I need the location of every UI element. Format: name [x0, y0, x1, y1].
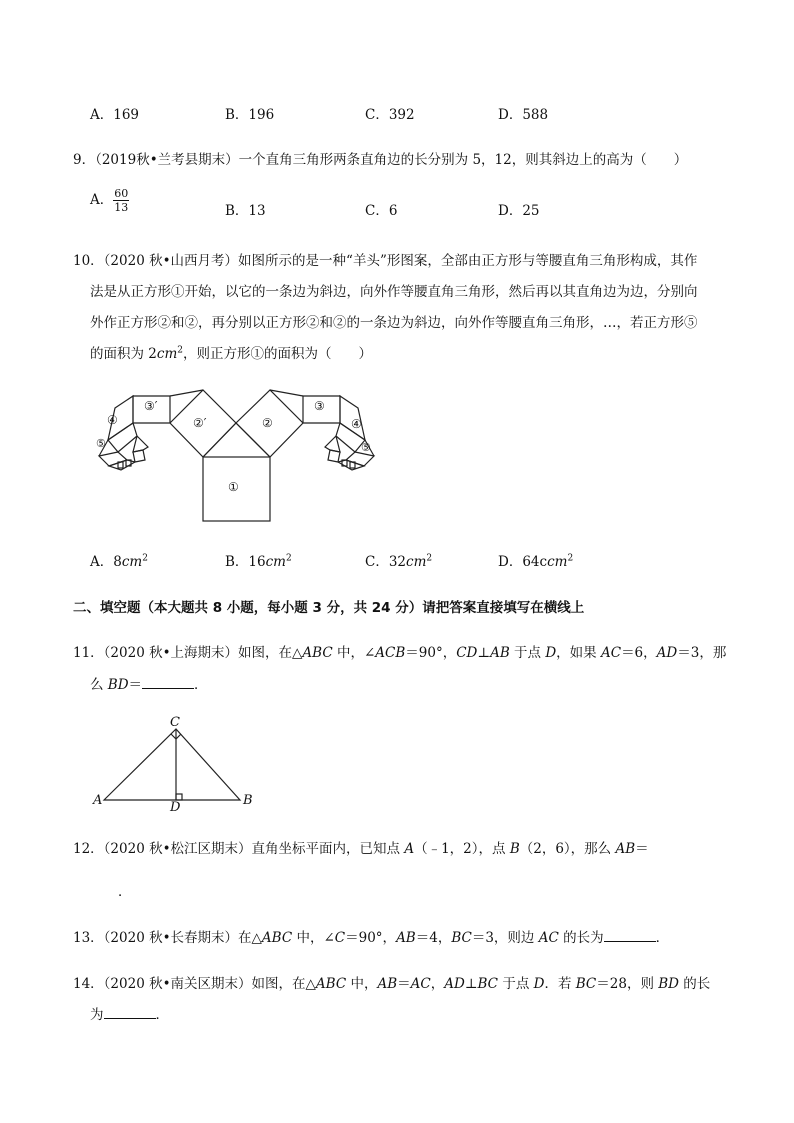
central-triangle: [203, 423, 270, 457]
q13-text: 13．（2020 秋•长春期末）在△: [73, 930, 262, 946]
q14-text: ＝28，则: [596, 976, 659, 992]
perp-symbol: ⊥: [477, 645, 491, 661]
superscript: 2: [567, 553, 574, 564]
math-var: BC: [451, 930, 472, 946]
q12-text: （﹣1，2），点: [414, 841, 510, 857]
q9-option-a-label: A．: [90, 192, 114, 208]
label-3: ③: [314, 399, 325, 413]
q14-text: ．: [155, 1007, 169, 1023]
q8-option-d: D．588: [498, 107, 549, 123]
q10-circle-1: ①: [171, 284, 185, 300]
q14-text: ＝: [397, 976, 411, 992]
q8-option-c: C．392: [365, 107, 415, 123]
superscript: 2: [426, 553, 433, 564]
q10-text: ，则正方形: [183, 346, 251, 362]
q11-text: ＝90°，: [405, 645, 457, 661]
q11-text: 中，∠: [332, 645, 376, 661]
math-var: BC: [575, 976, 597, 992]
q11-line-1: [73, 641, 726, 661]
label-5-right: ⑤: [361, 441, 371, 454]
q10-line-1: 10．（2020 秋•山西月考）如图所示的是一种“羊头”形图案，全部由正方形与等腰直角三角形构成，其作: [73, 253, 698, 269]
q14-text: 中，: [346, 976, 378, 992]
q9-fraction-num: 60: [114, 187, 129, 200]
option-label: D．64c: [498, 554, 548, 570]
q14-text: 为: [90, 1007, 104, 1023]
q13-text: ．: [655, 930, 670, 946]
q10-circle-2: ②: [157, 315, 171, 331]
unit: cm: [265, 554, 286, 570]
math-var: AC: [538, 930, 559, 946]
q14-text: ．若: [544, 976, 576, 992]
q10-option-c: [365, 550, 432, 570]
q12-line-1: [73, 837, 649, 857]
math-var: AD: [444, 976, 465, 992]
section-heading: 二、填空题（本大题共 8 小题，每小题 3 分，共 24 分）请把答案直接填写在横线上: [73, 600, 585, 616]
label-3-prime: ③′: [144, 399, 158, 413]
q9-option-a: [90, 187, 129, 214]
math-var: ABC: [302, 645, 333, 661]
q13-text: ＝3，则边: [471, 930, 539, 946]
q14-line-1: [73, 972, 710, 992]
q11-text: ＝6，: [621, 645, 657, 661]
q14-text: 的长: [679, 976, 711, 992]
q10-option-b: [225, 550, 292, 570]
q10-line-4: [90, 342, 372, 362]
q11-text: ．: [194, 677, 208, 693]
q13-text: 的长为: [558, 930, 604, 946]
math-var: AD: [656, 645, 678, 661]
q10-circle-1: ①: [250, 346, 264, 362]
option-label: B．16: [225, 554, 266, 570]
vertex-c: C: [170, 715, 180, 730]
q10-circle-2: ②: [306, 315, 320, 331]
math-var: BC: [477, 976, 499, 992]
math-var: D: [545, 645, 557, 661]
q11-text: 于点: [509, 645, 546, 661]
superscript: 2: [285, 553, 292, 564]
q8-option-a: A．169: [90, 107, 140, 123]
q10-text: 和: [319, 315, 333, 331]
q10-circle-2: ②: [184, 315, 198, 331]
q14-text: ，: [430, 976, 445, 992]
q11-text: ＝3，那: [677, 645, 727, 661]
math-var: AB: [396, 930, 416, 946]
label-1: ①: [228, 480, 239, 494]
q10-text: 的面积为 2: [90, 346, 157, 362]
q10-circle-2: ②: [333, 315, 347, 331]
q11-text: ，如果: [556, 645, 601, 661]
label-2: ②: [262, 416, 273, 430]
math-var: C: [334, 930, 346, 946]
option-label: A．8: [90, 554, 122, 570]
math-var: BD: [658, 976, 679, 992]
q10-option-d: [498, 550, 573, 570]
unit: cm: [547, 554, 568, 570]
q9-option-d: D．25: [498, 203, 540, 219]
q9-option-b: B．13: [225, 203, 266, 219]
q14-text: 于点: [498, 976, 534, 992]
label-4-left: ④: [107, 413, 118, 427]
ram-head-figure: [88, 383, 388, 528]
superscript: 2: [177, 345, 183, 356]
unit: cm: [156, 346, 178, 362]
unit: cm: [406, 554, 427, 570]
math-var: A: [404, 841, 415, 857]
math-var: D: [533, 976, 545, 992]
q8-option-b: B．196: [225, 107, 275, 123]
vertex-b: B: [243, 793, 253, 808]
q10-text: 和: [171, 315, 185, 331]
q13-text: ＝4，: [415, 930, 452, 946]
q10-text: 外作正方形: [90, 315, 158, 331]
perp-symbol: ⊥: [464, 976, 478, 992]
q10-text: 的面积为（ ）: [264, 346, 372, 362]
q13-text: 中，∠: [292, 930, 335, 946]
q12-text: （2，6），那么: [519, 841, 616, 857]
triangle-figure: [90, 712, 260, 814]
q14-line-2: [90, 1003, 169, 1023]
answer-blank[interactable]: [604, 929, 656, 942]
math-var: AC: [410, 976, 431, 992]
unit: cm: [121, 554, 143, 570]
triangle-abc: [104, 729, 240, 800]
math-var: AB: [490, 645, 510, 661]
q11-text: 么: [90, 677, 108, 693]
q10-option-a: [90, 550, 148, 570]
label-4-right: ④: [351, 417, 362, 431]
math-var: AB: [377, 976, 398, 992]
q9-fraction: [113, 187, 129, 214]
math-var: AC: [600, 645, 622, 661]
q10-text: 法是从正方形: [90, 284, 171, 300]
answer-blank[interactable]: [90, 884, 118, 896]
q11-line-2: [90, 673, 208, 693]
math-var: BD: [107, 677, 129, 693]
q10-line-3: [90, 311, 698, 331]
math-var: B: [509, 841, 520, 857]
label-2-prime: ②′: [193, 416, 207, 430]
q10-text: 开始，以它的一条边为斜边，向外作等腰直角三角形，然后再以其直角边为边，分别向: [184, 284, 698, 300]
superscript: 2: [142, 553, 148, 564]
q9-option-c: C．6: [365, 203, 398, 219]
q10-line-2: [90, 280, 698, 300]
q9-fraction-den: 13: [114, 201, 129, 214]
q13-text: ＝90°，: [345, 930, 397, 946]
q14-text: 14．（2020 秋•南关区期末）如图，在△: [73, 976, 316, 992]
answer-blank[interactable]: [104, 1006, 156, 1019]
math-var: ABC: [261, 930, 293, 946]
label-5-left: ⑤: [96, 437, 106, 450]
q12-line-2: [90, 880, 132, 900]
q9-stem: 9．（2019秋•兰考县期末）一个直角三角形两条直角边的长分别为 5，12，则其斜边上的高为（ ）: [73, 152, 688, 168]
q12-text: ．: [118, 884, 132, 900]
square-4-left: [108, 423, 137, 452]
q11-text: ＝: [128, 677, 143, 693]
option-label: C．32: [365, 554, 407, 570]
math-var: AB: [615, 841, 636, 857]
q12-text: ＝: [635, 841, 649, 857]
q10-text: ，再分别以正方形: [198, 315, 306, 331]
math-var: CD: [456, 645, 478, 661]
q10-text: 的一条边为斜边，向外作等腰直角三角形，…，若正方形: [346, 315, 684, 331]
q12-text: 12．（2020 秋•松江区期末）直角坐标平面内，已知点: [73, 841, 405, 857]
q13-line-1: [73, 926, 669, 946]
vertex-d: D: [170, 800, 181, 814]
vertex-a: A: [93, 793, 103, 808]
math-var: ABC: [315, 976, 347, 992]
answer-blank[interactable]: [142, 676, 194, 689]
math-var: ACB: [375, 645, 406, 661]
q11-text: 11．（2020 秋•上海期末）如图，在△: [73, 645, 303, 661]
q10-circle-5: ⑤: [684, 315, 698, 331]
